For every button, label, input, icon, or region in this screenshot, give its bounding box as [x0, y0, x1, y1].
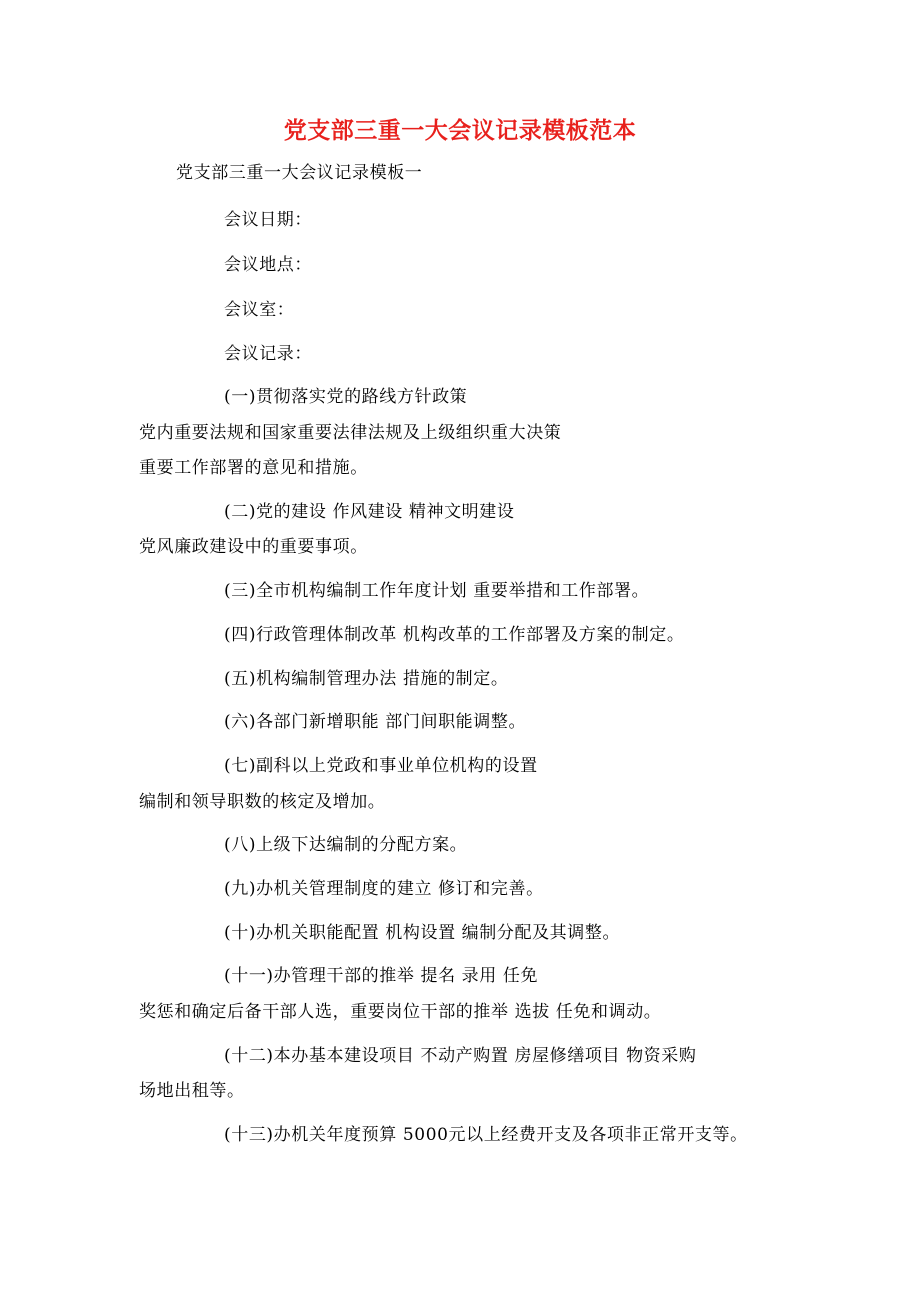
meeting-date-label: 会议日期： [224, 210, 312, 230]
meeting-room-label: 会议室： [224, 300, 295, 320]
item-10: (十)办机关职能配置 机构设置 编制分配及其调整。 [224, 923, 621, 943]
item-8: (八)上级下达编制的分配方案。 [224, 835, 468, 855]
item-12-line-1: (十二)本办基本建设项目 不动产购置 房屋修缮项目 物资采购 [224, 1046, 697, 1066]
item-9: (九)办机关管理制度的建立 修订和完善。 [224, 879, 544, 899]
item-13: (十三)办机关年度预算 5000元以上经费开支及各项非正常开支等。 [224, 1125, 748, 1145]
item-7-line-1: (七)副科以上党政和事业单位机构的设置 [224, 756, 538, 776]
item-1-line-1: (一)贯彻落实党的路线方针政策 [224, 387, 468, 407]
document-subtitle: 党支部三重一大会议记录模板一 [176, 163, 423, 183]
item-6: (六)各部门新增职能 部门间职能调整。 [224, 712, 527, 732]
item-1-line-3: 重要工作部署的意见和措施。 [139, 458, 368, 478]
item-5: (五)机构编制管理办法 措施的制定。 [224, 669, 509, 689]
item-2-line-1: (二)党的建设 作风建设 精神文明建设 [224, 502, 515, 522]
meeting-record-label: 会议记录： [224, 344, 312, 364]
item-3: (三)全市机构编制工作年度计划 重要举措和工作部署。 [224, 581, 650, 601]
document-title: 党支部三重一大会议记录模板范本 [283, 118, 637, 144]
item-2-line-2: 党风廉政建设中的重要事项。 [139, 537, 368, 557]
meeting-location-label: 会议地点： [224, 255, 312, 275]
item-12-line-2: 场地出租等。 [139, 1081, 245, 1101]
item-11-line-2: 奖惩和确定后备干部人选，重要岗位干部的推举 选拔 任免和调动。 [139, 1002, 662, 1022]
item-11-line-1: (十一)办管理干部的推举 提名 录用 任免 [224, 966, 539, 986]
item-7-line-2: 编制和领导职数的核定及增加。 [139, 792, 386, 812]
item-4: (四)行政管理体制改革 机构改革的工作部署及方案的制定。 [224, 625, 685, 645]
item-1-line-2: 党内重要法规和国家重要法律法规及上级组织重大决策 [139, 423, 562, 443]
